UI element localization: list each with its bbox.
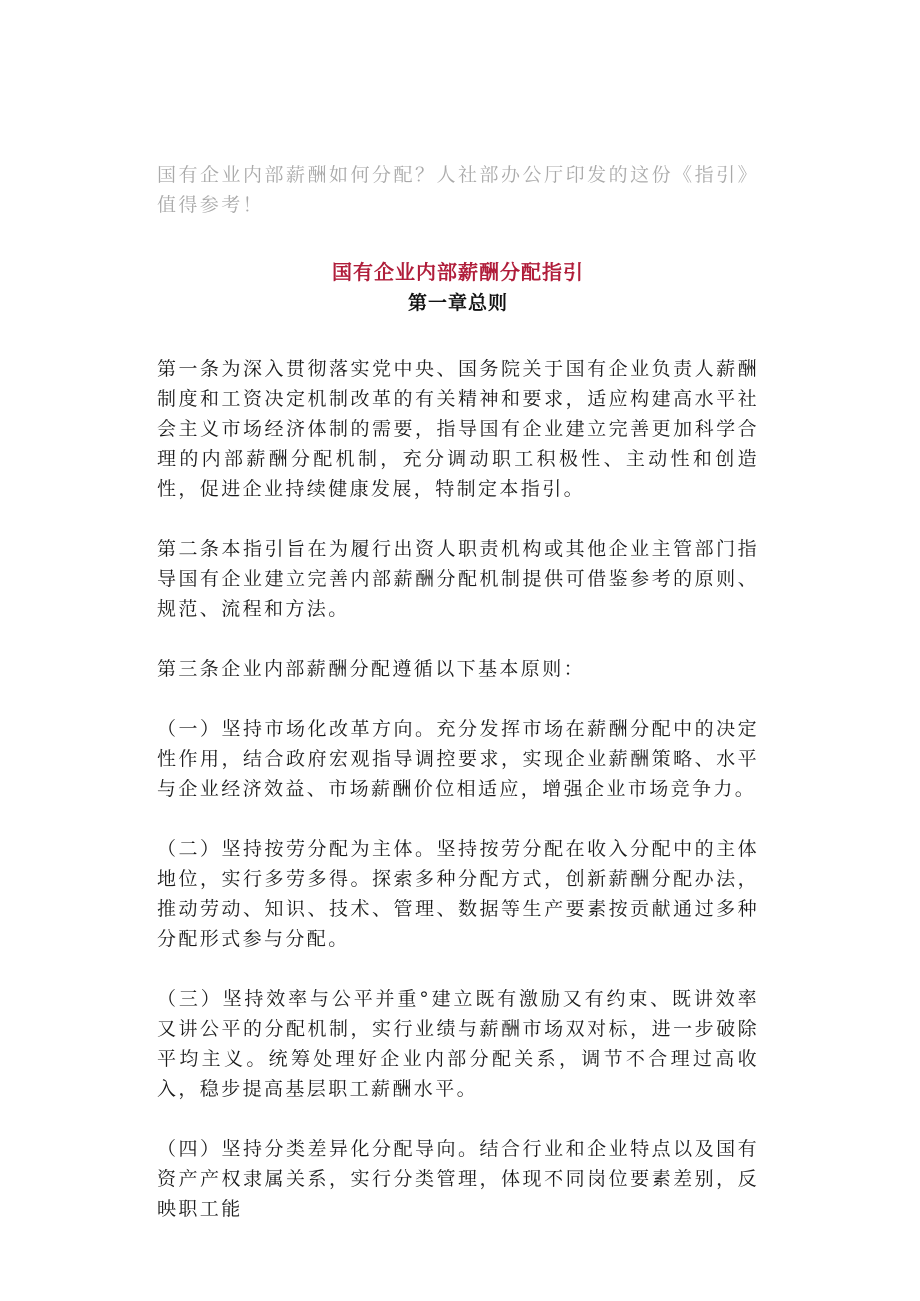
document-content — [157, 160, 759, 1254]
principle-2: （二）坚持按劳分配为主体。坚持按劳分配在收入分配中的主体地位，实行多劳多得。探索多种分配方式，创新薪酬分配办法，推动劳动、知识、技术、管理、数据等生产要素按贡献通过多种分配形式参与分配。 — [157, 838, 759, 950]
article-subtitle: 国有企业内部薪酬如何分配？人社部办公厅印发的这份《指引》值得参考！ — [157, 164, 759, 216]
article-2: 第二条本指引旨在为履行出资人职责机构或其他企业主管部门指导国有企业建立完善内部薪酬分配机制提供可借鉴参考的原则、规范、流程和方法。 — [157, 538, 759, 620]
principle-1: （一）坚持市场化改革方向。充分发挥市场在薪酬分配中的决定性作用，结合政府宏观指导调控要求，实现企业薪酬策略、水平与企业经济效益、市场薪酬价位相适应，增强企业市场竞争力。 — [157, 718, 759, 800]
principle-3: （三）坚持效率与公平并重°建立既有激励又有约束、既讲效率又讲公平的分配机制，实行业绩与薪酬市场双对标，进一步破除平均主义。统筹处理好企业内部分配关系，调节不合理过高收入，稳步提高基层职工薪酬水平。 — [157, 988, 759, 1100]
document-title: 国有企业内部薪酬分配指引 — [332, 260, 584, 284]
chapter-heading: 第一章总则 — [407, 292, 508, 314]
article-1: 第一条为深入贯彻落实党中央、国务院关于国有企业负责人薪酬制度和工资决定机制改革的有关精神和要求，适应构建高水平社会主义市场经济体制的需要，指导国有企业建立完善更加科学合理的内部薪酬分配机制，充分调动职工积极性、主动性和创造性，促进企业持续健康发展，特制定本指引。 — [157, 358, 759, 500]
article-3: 第三条企业内部薪酬分配遵循以下基本原则： — [157, 658, 586, 680]
principle-4: （四）坚持分类差异化分配导向。结合行业和企业特点以及国有资产产权隶属关系，实行分类管理，体现不同岗位要素差别，反映职工能 — [157, 1138, 759, 1220]
